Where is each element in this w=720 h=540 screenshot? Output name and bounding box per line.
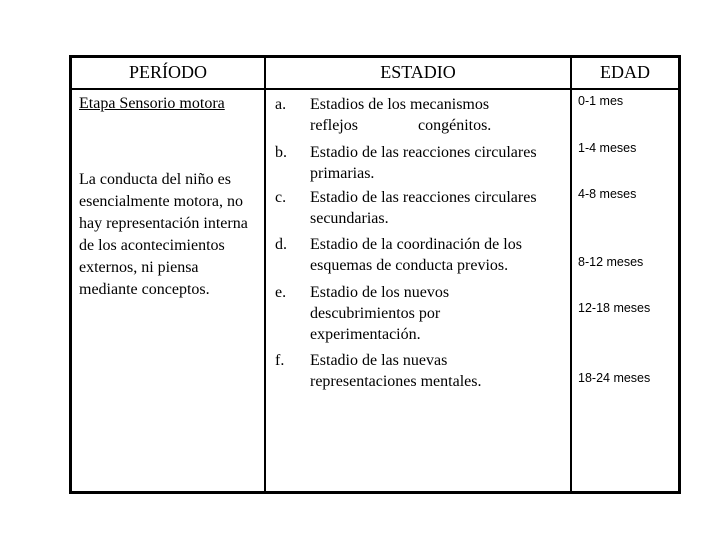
stage-f [275, 350, 575, 394]
age-c: 4-8 meses [578, 187, 637, 201]
stage-line: primarias. [310, 165, 375, 182]
stage-line: descubrimientos por [310, 305, 441, 322]
stage-letter: c. [275, 189, 287, 206]
age-a: 0-1 mes [578, 94, 624, 108]
header-divider [72, 88, 678, 90]
stage-text [310, 187, 570, 229]
stage-b [275, 142, 575, 186]
stage-line: esquemas de conducta previos. [310, 257, 509, 274]
header-periodo: PERÍODO [128, 62, 207, 82]
stage-line: Estadio de la coordinación de los [310, 236, 522, 253]
header-edad: EDAD [600, 62, 650, 82]
stage-a [275, 94, 575, 138]
stage-text [310, 282, 570, 345]
stage-letter: f. [275, 352, 285, 369]
stages-table [69, 55, 681, 494]
stage-d [275, 234, 575, 278]
stage-letter: a. [275, 96, 287, 113]
age-e: 12-18 meses [578, 301, 651, 315]
stage-text [310, 350, 570, 392]
stage-text [310, 94, 570, 136]
periodo-title: Etapa Sensorio motora [79, 95, 225, 112]
stage-line: Estadios de los mecanismos [310, 96, 490, 113]
stage-e [275, 282, 575, 346]
stage-word: congénitos. [417, 117, 492, 134]
stage-c [275, 187, 575, 231]
stage-letter: e. [275, 284, 287, 301]
stage-line: experimentación. [310, 326, 421, 343]
stage-line: Estadio de las reacciones circulares [310, 144, 537, 161]
stage-line: Estadio de las nuevas [310, 352, 448, 369]
stage-letter: d. [275, 236, 287, 253]
stage-line: secundarias. [310, 210, 389, 227]
age-d: 8-12 meses [578, 255, 644, 269]
stage-text [310, 234, 570, 276]
stage-text [310, 142, 570, 184]
stage-line: Estadio de los nuevos [310, 284, 450, 301]
age-f: 18-24 meses [578, 371, 651, 385]
column-divider-1 [264, 58, 266, 491]
stage-word: reflejos [310, 117, 358, 134]
age-b: 1-4 meses [578, 141, 637, 155]
stage-letter: b. [275, 144, 287, 161]
stage-line: representaciones mentales. [310, 373, 482, 390]
header-estadio: ESTADIO [380, 62, 456, 82]
stage-line: Estadio de las reacciones circulares [310, 189, 537, 206]
stage-line [310, 115, 570, 136]
periodo-description: La conducta del niño es esencialmente motora, no hay representación interna de los acontecimientos externos, ni piensa mediante conceptos. [79, 171, 248, 298]
